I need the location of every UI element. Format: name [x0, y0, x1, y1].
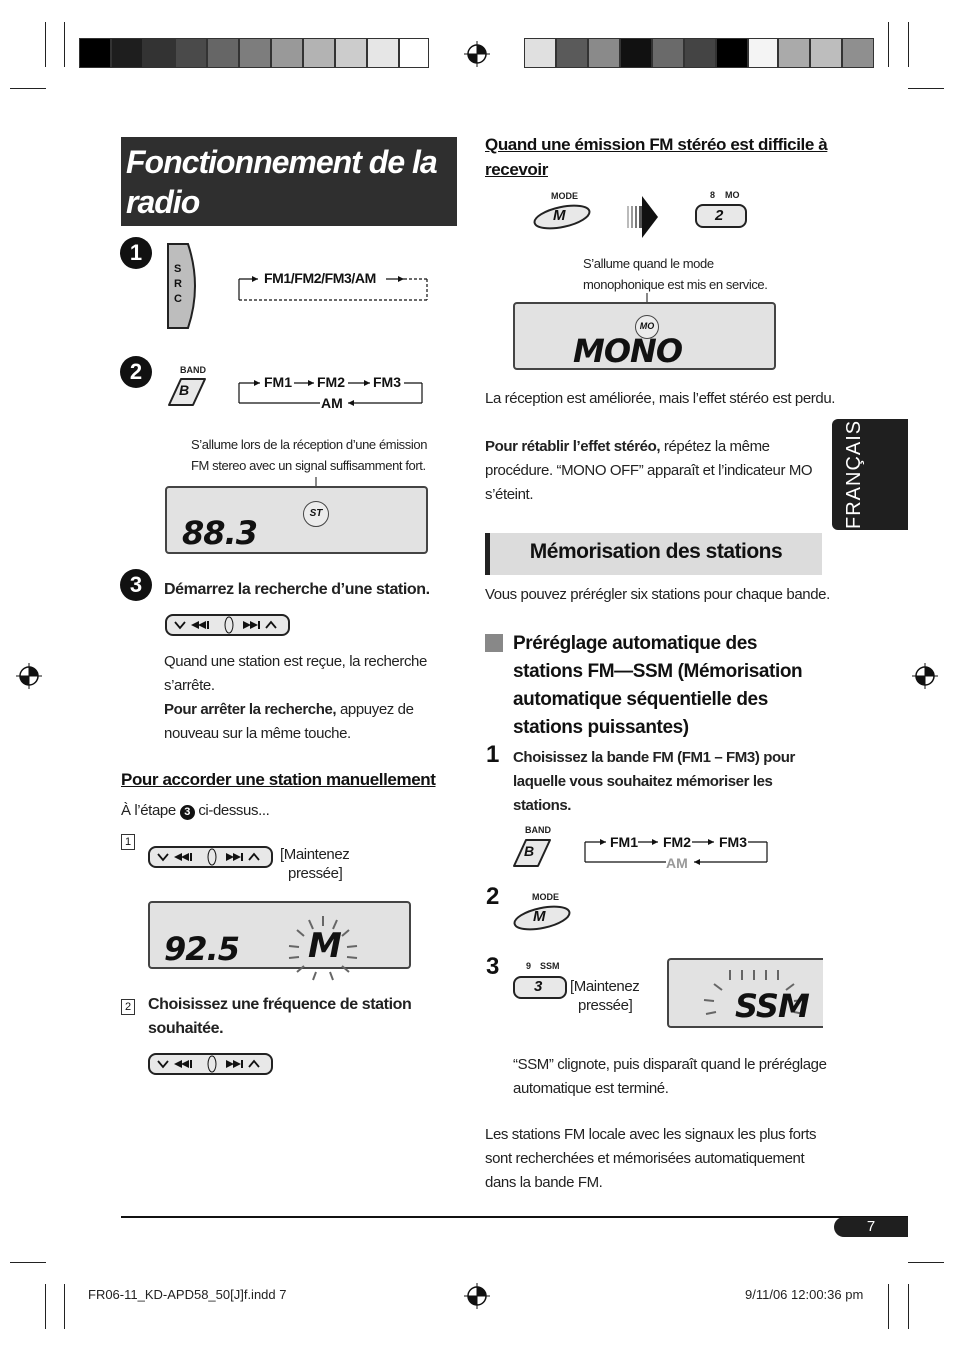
ssm-heading-line3: automatique séquentielle des — [513, 689, 768, 710]
step-3-marker: 3 — [120, 569, 152, 601]
lcd-manual-indicator: M — [308, 926, 341, 966]
seek-arrows-icon — [150, 848, 271, 866]
ssm-band-fm2: FM2 — [663, 834, 691, 850]
src-cycle-label: FM1/FM2/FM3/AM — [264, 270, 376, 286]
mono-restore-line2: procédure. “MONO OFF” apparaît et l’indicateur MO — [485, 462, 813, 479]
mono-restore-rest: répétez la même — [660, 438, 770, 455]
ssm-hold-line1: [Maintenez — [570, 978, 640, 995]
manual-hold-note — [280, 845, 349, 883]
src-button — [166, 242, 200, 330]
ssm-step1-line2: laquelle vous souhaitez mémoriser les — [513, 773, 773, 790]
mo-key-num: 8 — [710, 190, 716, 200]
ssm-step-3-num: 3 — [486, 953, 500, 980]
band-fm2: FM2 — [317, 374, 345, 390]
mode-button — [532, 204, 592, 235]
step3-body — [164, 650, 427, 746]
mono-restore-line1 — [485, 435, 812, 459]
manual-item2-text — [148, 993, 411, 1041]
mode-key-letter: M — [553, 207, 566, 224]
preset-2-digit: 2 — [715, 207, 724, 224]
lcd-ssm-text: SSM — [735, 987, 809, 1025]
band-label-ssm: BAND — [525, 825, 551, 835]
st-note-line1: S’allume lors de la réception d’une émission — [191, 437, 428, 452]
manual-item2-num — [121, 997, 135, 1015]
mono-note-line1: S’allume quand le mode — [583, 256, 714, 271]
manual-step-ref — [121, 799, 269, 823]
ssm-heading — [513, 630, 802, 742]
ssm-key-num: 9 — [526, 961, 532, 971]
mono-heading-line2: recevoir — [485, 160, 548, 179]
mode-label-ssm: MODE — [532, 892, 559, 902]
ssm-band-fm3: FM3 — [719, 834, 747, 850]
band-fm3: FM3 — [373, 374, 401, 390]
ssm-step1-line1: Choisissez la bande FM (FM1 – FM3) pour — [513, 749, 795, 766]
ssm-note-line1: “SSM” clignote, puis disparaît quand le préréglage — [513, 1056, 827, 1073]
manual-hold-line1: [Maintenez — [280, 846, 350, 863]
ssm-step-1-num: 1 — [486, 741, 500, 768]
step3-stop-rest: appuyez de — [336, 701, 414, 718]
manual-ref-suffix: ci-dessus... — [194, 802, 270, 819]
step-2-marker: 2 — [120, 356, 152, 388]
mono-restore-bold: Pour rétablir l’effet stéréo, — [485, 438, 661, 455]
src-letter-c: C — [174, 293, 182, 305]
src-letter-s: S — [174, 263, 182, 275]
seek-arrows-icon — [150, 1055, 271, 1073]
mono-note — [583, 253, 767, 295]
language-tab-label: FRANÇAIS — [843, 419, 865, 530]
mo-key-label: MO — [725, 190, 740, 200]
step3-line2: s’arrête. — [164, 677, 215, 694]
seek-arrows-icon — [167, 616, 288, 634]
mode-label: MODE — [551, 191, 578, 201]
seek-button — [165, 614, 290, 636]
step3-stop-line — [164, 698, 427, 722]
registration-target-bottom — [464, 1283, 490, 1309]
manual-item1-box: 1 — [121, 834, 135, 850]
band-button-ssm — [512, 838, 552, 873]
seek-button-select — [148, 1053, 273, 1075]
ssm-band-fm1: FM1 — [610, 834, 638, 850]
mono-note-line2: monophonique est mis en service. — [583, 277, 768, 292]
next-arrow-icon — [624, 194, 660, 240]
ssm-band-am: AM — [666, 855, 688, 871]
band-am: AM — [321, 395, 343, 411]
manual-item1-num — [121, 832, 135, 850]
manual-ref-prefix: À l’étape — [121, 802, 180, 819]
footer-timestamp: 9/11/06 12:00:36 pm — [745, 1287, 864, 1302]
memo-intro: Vous pouvez prérégler six stations pour chaque bande. — [485, 586, 830, 603]
ssm-step-2-num: 2 — [486, 883, 500, 910]
ssm-closing-line1: Les stations FM locale avec les signaux les plus forts — [485, 1126, 817, 1143]
band-key-letter: B — [179, 382, 190, 398]
step3-stop-bold: Pour arrêter la recherche, — [164, 701, 337, 718]
mo-indicator: MO — [635, 315, 659, 339]
band-button — [167, 377, 207, 412]
manual-ref-circle: 3 — [180, 805, 195, 820]
mono-result: La réception est améliorée, mais l’effet stéréo est perdu. — [485, 390, 836, 407]
footer-filename: FR06-11_KD-APD58_50[J]f.indd 7 — [88, 1287, 287, 1302]
ssm-closing-line2: sont recherchées et mémorisées automatiquement — [485, 1150, 805, 1167]
mono-heading-line1: Quand une émission FM stéréo est difficile à — [485, 135, 828, 154]
st-indicator: ST — [303, 501, 329, 527]
ssm-heading-line1: Préréglage automatique des — [513, 633, 758, 654]
step-1-marker: 1 — [120, 237, 152, 269]
mode-key-letter-ssm: M — [533, 908, 546, 925]
src-button-icon — [166, 242, 200, 330]
seek-button-manual — [148, 846, 273, 868]
band-fm1: FM1 — [264, 374, 292, 390]
ssm-heading-line4: stations puissantes) — [513, 717, 689, 738]
registration-target-right — [912, 663, 938, 689]
step3-heading: Démarrez la recherche d’une station. — [164, 581, 430, 598]
mode-button-ssm — [512, 905, 572, 936]
band-key-letter-ssm: B — [524, 843, 535, 859]
page-number: 7 — [834, 1217, 908, 1237]
subsection-marker — [485, 634, 503, 652]
ssm-note-line2: automatique est terminé. — [513, 1080, 669, 1097]
preset-3-digit: 3 — [534, 978, 543, 995]
ssm-hold-note — [570, 977, 639, 1015]
preset-button-3 — [513, 976, 567, 999]
ssm-heading-line2: stations FM—SSM (Mémorisation — [513, 661, 803, 682]
registration-target-top — [464, 41, 490, 67]
ssm-closing-line3: dans la bande FM. — [485, 1174, 603, 1191]
lcd-manual-frequency: 92.5 — [164, 930, 239, 968]
mono-heading — [485, 132, 827, 182]
manual-item2-line1: Choisissez une fréquence de station — [148, 996, 412, 1013]
ssm-closing — [485, 1123, 816, 1195]
src-letter-r: R — [174, 278, 182, 290]
st-note-line2: FM stereo avec un signal suffisamment fort. — [191, 458, 426, 473]
manual-hold-line2: pressée] — [288, 865, 343, 882]
page-title: Fonctionnement de la radio — [126, 144, 437, 220]
footer-rule — [121, 1216, 908, 1218]
ssm-key-label: SSM — [540, 961, 560, 971]
ssm-step1-line3: stations. — [513, 797, 572, 814]
ssm-note — [513, 1053, 827, 1101]
ssm-hold-line2: pressée] — [578, 997, 633, 1014]
ssm-step-1-text — [513, 746, 795, 818]
lcd-mono-text: MONO — [573, 332, 683, 370]
step3-line1: Quand une station est reçue, la recherche — [164, 653, 427, 670]
memo-section-title: Mémorisation des stations — [529, 540, 783, 563]
step3-line4: nouveau sur la même touche. — [164, 725, 351, 742]
lcd-frequency: 88.3 — [182, 514, 257, 552]
registration-target-left — [16, 663, 42, 689]
band-label: BAND — [180, 365, 206, 375]
manual-heading: Pour accorder une station manuellement — [121, 770, 436, 789]
mono-restore-line3: s’éteint. — [485, 486, 534, 503]
manual-item2-line2: souhaitée. — [148, 1020, 224, 1037]
manual-item2-box: 2 — [121, 999, 135, 1015]
preset-button-2 — [695, 204, 747, 228]
mono-restore — [485, 435, 812, 507]
st-note — [191, 434, 427, 476]
